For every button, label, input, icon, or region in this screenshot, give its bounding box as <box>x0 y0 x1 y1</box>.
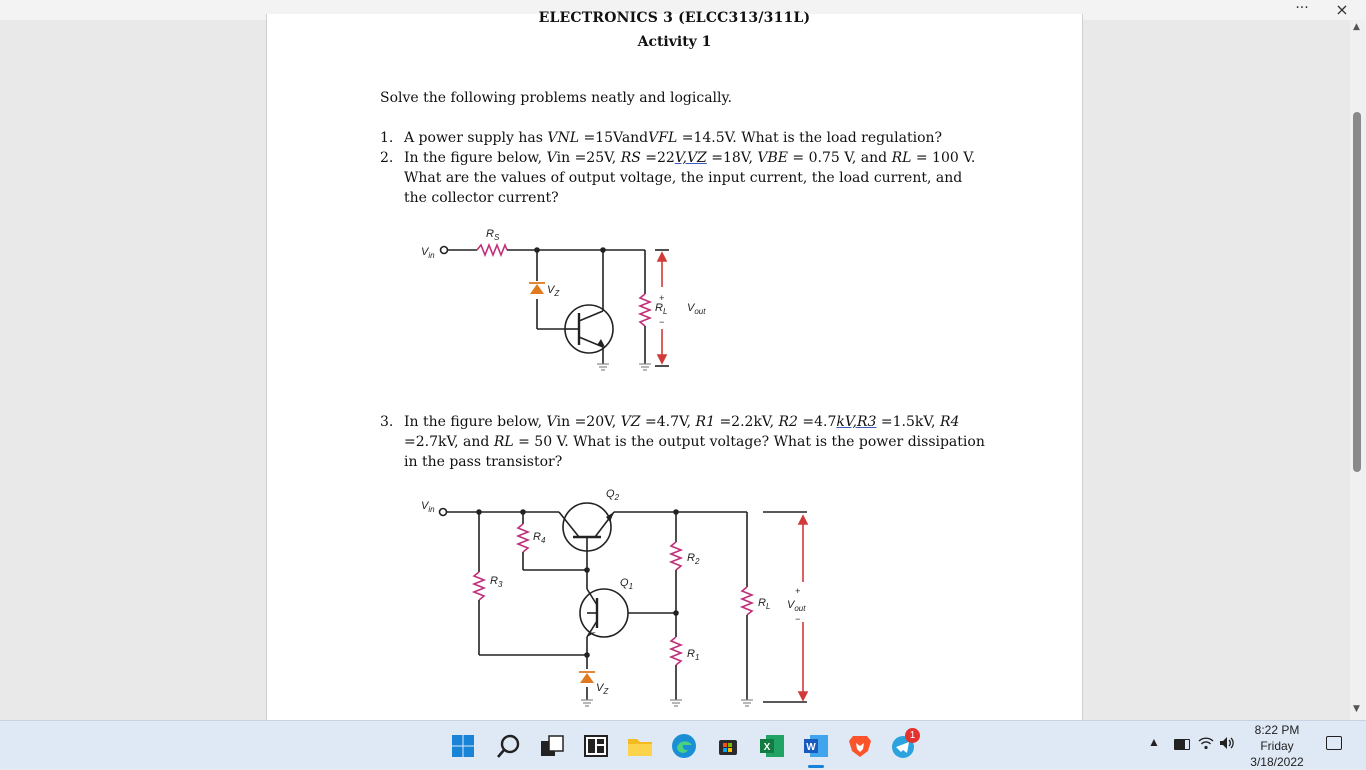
problem-number: 3. <box>380 414 394 430</box>
word-active-indicator <box>808 765 824 768</box>
svg-text:RS: $R_S$ <box>486 228 500 242</box>
svg-text:RL: $R_L$ <box>758 597 771 611</box>
problem-text: In the figure below, Vin =20V, VZ =4.7V, R1 =2.2kV, R2 =4.7kV,R3 =1.5kV, R4 =2.7kV, and RL = 50 V. What is the output voltage? What is the power dissipation in the pass transistor? <box>404 414 985 470</box>
svg-text:Vout: $V_{out}$ <box>687 302 706 316</box>
svg-text:R3: $R_3$ <box>490 575 503 589</box>
svg-text:R1: $R_1$ <box>687 648 700 662</box>
problem-text: In the figure below, Vin =25V, RS =22V,VZ =18V, VBE = 0.75 V, and RL = 100 V. What are the values of output voltage, the input current, the load current, and the collector current? <box>404 150 976 206</box>
activity-title: Activity 1 <box>637 34 712 50</box>
telegram-badge: 1 <box>905 728 920 743</box>
svg-text:VZ: $V_Z$ <box>547 284 560 298</box>
svg-text:Q2: $Q_2$ <box>606 488 620 502</box>
chevron-up-icon[interactable]: ▲ <box>1148 735 1160 749</box>
problem-text: A power supply has VNL =15VandVFL =14.5V. What is the load regulation? <box>404 130 943 146</box>
file-explorer-icon[interactable] <box>625 731 655 761</box>
vertical-scrollbar[interactable] <box>1350 20 1366 720</box>
figure-2-series-regulator-circuit <box>407 472 827 717</box>
problem-number: 1. <box>380 130 394 146</box>
problem-number: 2. <box>380 150 394 166</box>
svg-text:Q1: $Q_1$ <box>620 577 634 591</box>
svg-text:Vin: $V_{in}$ <box>421 246 435 260</box>
scroll-up-icon[interactable]: ▲ <box>1353 22 1360 32</box>
svg-text:W: W <box>806 742 816 753</box>
windows-icon[interactable] <box>448 731 478 761</box>
clock-time: 8:22 PM <box>1254 723 1300 737</box>
figure-1-regulator-circuit <box>407 209 727 369</box>
svg-text:R4: $R_4$ <box>533 531 546 545</box>
more-options-button[interactable]: ··· <box>1295 0 1309 16</box>
brave-icon[interactable] <box>845 731 875 761</box>
close-button[interactable]: × <box>1335 0 1349 19</box>
taskbar <box>0 720 1366 769</box>
svg-text:RL: $R_L$ <box>655 302 668 316</box>
svg-text:R2: $R_2$ <box>687 552 700 566</box>
svg-text:+: + <box>795 586 801 596</box>
document-page <box>266 10 1083 734</box>
svg-text:Vout: $V_{out}$ <box>787 599 806 613</box>
task-view-icon[interactable] <box>537 731 567 761</box>
excel-icon[interactable] <box>757 731 787 761</box>
svg-text:VZ: $V_Z$ <box>596 682 609 696</box>
notification-icon[interactable] <box>1326 736 1342 750</box>
widgets-icon[interactable] <box>581 731 611 761</box>
word-icon[interactable] <box>801 731 831 761</box>
search-icon[interactable] <box>493 731 523 761</box>
store-icon[interactable] <box>713 731 743 761</box>
scroll-down-icon[interactable]: ▼ <box>1353 704 1360 714</box>
instructions: Solve the following problems neatly and logically. <box>380 90 732 106</box>
wifi-icon[interactable] <box>1198 735 1214 754</box>
svg-text:X: X <box>763 742 771 753</box>
clock-day: Friday <box>1260 739 1294 753</box>
svg-text:−: − <box>795 614 801 624</box>
document-viewer[interactable] <box>0 10 1350 720</box>
clock[interactable] <box>1232 722 1322 770</box>
course-title: ELECTRONICS 3 (ELCC313/311L) <box>538 10 811 26</box>
scrollbar-thumb[interactable] <box>1353 112 1361 472</box>
svg-text:+: + <box>659 293 665 303</box>
clock-date: 3/18/2022 <box>1250 755 1304 769</box>
battery-icon[interactable] <box>1174 739 1190 750</box>
edge-icon[interactable] <box>669 731 699 761</box>
svg-text:Vin: $V_{in}$ <box>421 500 435 514</box>
svg-text:−: − <box>659 317 665 327</box>
